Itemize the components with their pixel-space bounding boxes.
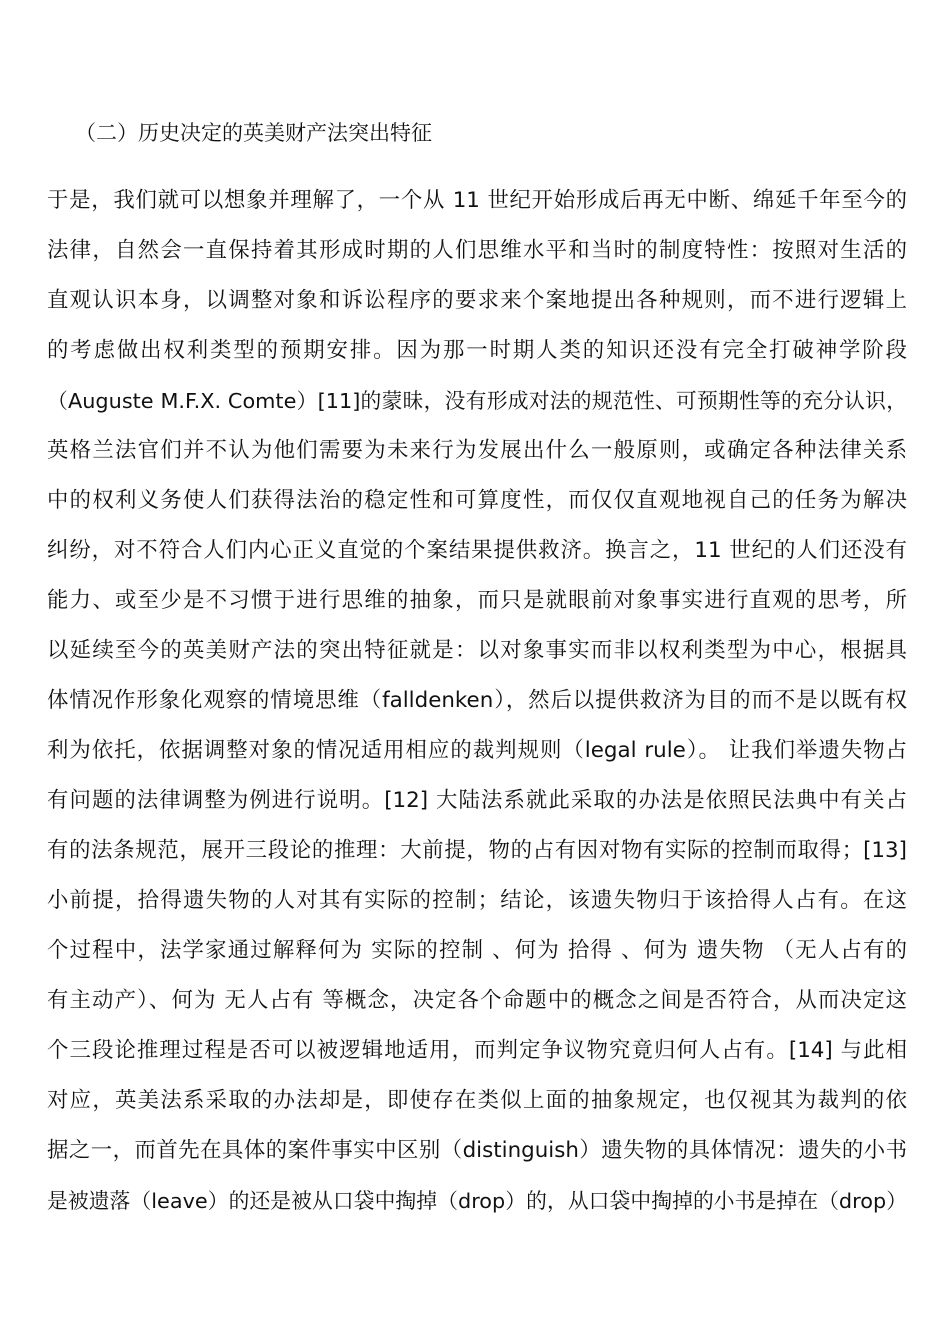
paragraph-line: 有主动产）、何为 无人占有 等概念，决定各个命题中的概念之间是否符合，从而决定这 [47, 988, 907, 1013]
paragraph-line: 的考虑做出权利类型的预期安排。因为那一时期人类的知识还没有完全打破神学阶段 [47, 338, 907, 363]
paragraph-line: 据之一，而首先在具体的案件事实中区别（distinguish）遗失物的具体情况：遗失的小书 [47, 1138, 907, 1163]
paragraph-line: 以延续至今的英美财产法的突出特征就是：以对象事实而非以权利类型为中心，根据具 [47, 638, 907, 663]
paragraph-line: 于是，我们就可以想象并理解了，一个从 11 世纪开始形成后再无中断、绵延千年至今的 [47, 188, 907, 213]
paragraph-line: 个过程中，法学家通过解释何为 实际的控制 、何为 拾得 、何为 遗失物 （无人占有的 [47, 938, 907, 963]
paragraph-line: 直观认识本身，以调整对象和诉讼程序的要求来个案地提出各种规则，而不进行逻辑上 [47, 288, 907, 313]
paragraph-line: 法律，自然会一直保持着其形成时期的人们思维水平和当时的制度特性：按照对生活的 [47, 238, 907, 263]
paragraph-line: 能力、或至少是不习惯于进行思维的抽象，而只是就眼前对象事实进行直观的思考，所 [47, 588, 907, 613]
paragraph-line: 英格兰法官们并不认为他们需要为未来行为发展出什么一般原则，或确定各种法律关系 [47, 438, 907, 463]
paragraph-line: （Auguste M.F.X. Comte）[11]的蒙昧，没有形成对法的规范性、可预期性等的充分认识， [47, 389, 907, 413]
paragraph-line: 利为依托，依据调整对象的情况适用相应的裁判规则（legal rule）。 让我们举遗失物占 [47, 738, 907, 763]
paragraph-line: 个三段论推理过程是否可以被逻辑地适用，而判定争议物究竟归何人占有。[14] 与此相 [47, 1038, 907, 1063]
paragraph-line: 纠纷，对不符合人们内心正义直觉的个案结果提供救济。换言之，11 世纪的人们还没有 [47, 538, 907, 563]
paragraph-line: 有的法条规范，展开三段论的推理：大前提，物的占有因对物有实际的控制而取得；[13] [47, 838, 907, 863]
body-paragraph [47, 184, 907, 1234]
paragraph-line: 小前提，拾得遗失物的人对其有实际的控制；结论，该遗失物归于该拾得人占有。在这 [47, 888, 907, 913]
paragraph-line: 有问题的法律调整为例进行说明。[12] 大陆法系就此采取的办法是依照民法典中有关占 [47, 788, 907, 813]
paragraph-line: 体情况作形象化观察的情境思维（falldenken），然后以提供救济为目的而不是以既有权 [47, 688, 907, 713]
section-heading: （二）历史决定的英美财产法突出特征 [75, 121, 432, 145]
paragraph-line: 是被遗落（leave）的还是被从口袋中掏掉（drop）的，从口袋中掏掉的小书是掉在（drop） [47, 1189, 907, 1213]
paragraph-line: 对应，英美法系采取的办法却是，即使存在类似上面的抽象规定，也仅视其为裁判的依 [47, 1088, 907, 1113]
paragraph-line: 中的权利义务使人们获得法治的稳定性和可算度性，而仅仅直观地视自己的任务为解决 [47, 488, 907, 513]
